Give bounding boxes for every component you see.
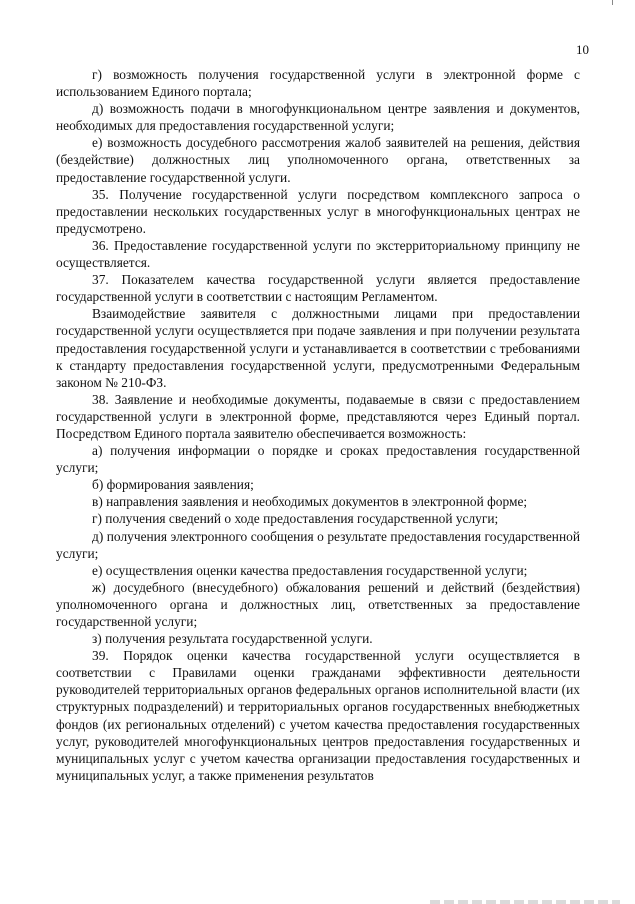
paragraph-38-item-zh: ж) досудебного (внесудебного) обжалования решений и действий (бездействия) уполномоченного органа и должностных лиц, ответственных за предоставление государственной услуги; bbox=[56, 579, 580, 629]
paragraph-38: 38. Заявление и необходимые документы, подаваемые в связи с предоставлением государственной услуги в электронной форме, представляются через Единый портал. Посредством Единого портала заявителю обеспечивается возможность: bbox=[56, 391, 580, 441]
paragraph-item-g-electronic-form: г) возможность получения государственной услуги в электронной форме с использованием Единого портала; bbox=[56, 67, 580, 100]
scan-artifact bbox=[430, 900, 620, 904]
paragraph-38-item-v: в) направления заявления и необходимых документов в электронной форме; bbox=[92, 494, 528, 510]
page-number: 10 bbox=[576, 42, 589, 57]
paragraph-38-item-a: а) получения информации о порядке и сроках предоставления государственной услуги; bbox=[56, 443, 580, 476]
paragraph-38-item-z: з) получения результата государственной услуги. bbox=[92, 631, 373, 647]
document-body bbox=[56, 66, 580, 784]
paragraph-35: 35. Получение государственной услуги посредством комплексного запроса о предоставлении нескольких государственных услуг в многофункциональных центрах не предусмотрено. bbox=[56, 186, 580, 236]
paragraph-item-e-pretrial-review: е) возможность досудебного рассмотрения жалоб заявителей на решения, действия (бездействие) должностных лиц уполномоченного органа, ответственных за предоставление государственной услуги. bbox=[56, 135, 580, 185]
scan-mark bbox=[612, 0, 613, 5]
paragraph-38-item-d: д) получения электронного сообщения о результате предоставления государственной услуги; bbox=[56, 528, 580, 561]
paragraph-39: 39. Порядок оценки качества государственной услуги осуществляется в соответствии с Правилами оценки гражданами эффективности деятельности руководителей территориальных органов федеральных органов исполнительной власти (их структурных подразделений) и территориальных органов государственных внебюджетных фондов (их региональных отделений) с учетом качества предоставления государственных услуг, руководителей многофункциональных центров предоставления государственных и муниципальных услуг с учетом качества организации предоставления государственных и муниципальных услуг, а также применения результатов bbox=[56, 648, 580, 783]
paragraph-38-item-b: б) формирования заявления; bbox=[92, 477, 254, 493]
paragraph-interaction: Взаимодействие заявителя с должностными лицами при предоставлении государственной услуги осуществляется при подаче заявления и при получении результата предоставления государственной услуги и устанавливается в соответствии с требованиями к стандарту предоставления государственной услуги, предусмотренными Федеральным законом № 210-ФЗ. bbox=[56, 306, 580, 390]
paragraph-37: 37. Показателем качества государственной услуги является предоставление государственной услуги в соответствии с настоящим Регламентом. bbox=[56, 272, 580, 305]
paragraph-38-item-e: е) осуществления оценки качества предоставления государственной услуги; bbox=[92, 562, 528, 578]
paragraph-item-d-mfc-submission: д) возможность подачи в многофункциональном центре заявления и документов, необходимых для предоставления государственной услуги; bbox=[56, 101, 580, 134]
paragraph-38-item-g: г) получения сведений о ходе предоставления государственной услуги; bbox=[92, 511, 499, 527]
paragraph-36: 36. Предоставление государственной услуги по экстерриториальному принципу не осуществляется. bbox=[56, 237, 580, 271]
